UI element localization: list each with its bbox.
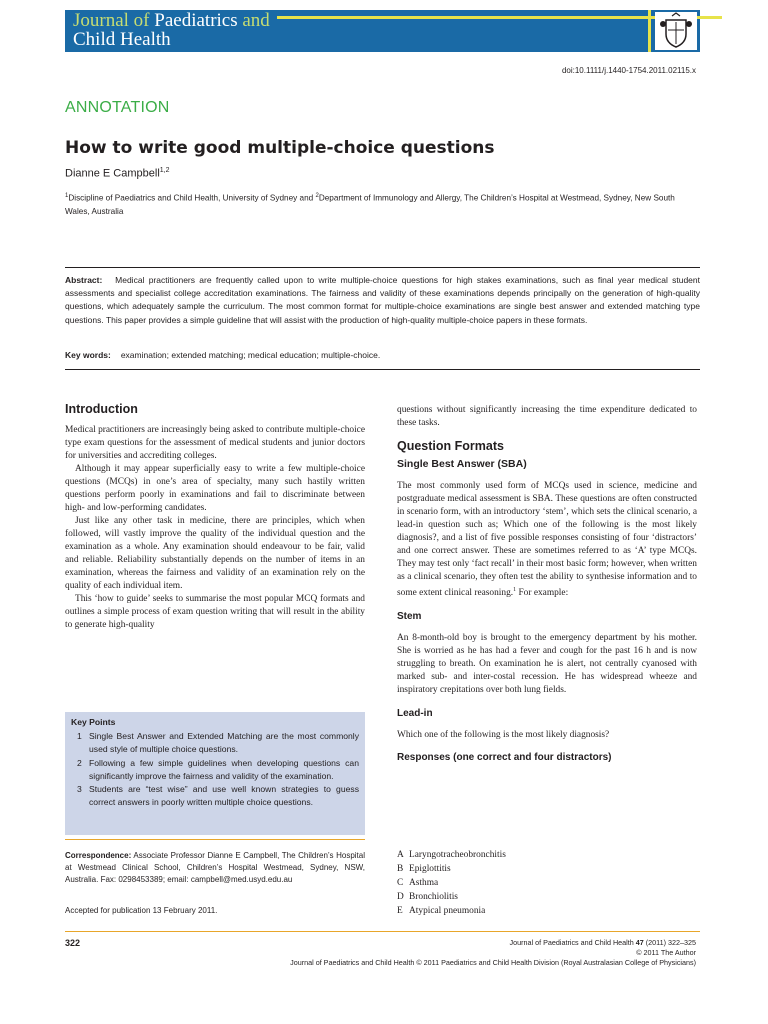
key-point: 3 Students are “test wise” and use well known strategies to guess correct answers in poorly written multiple choice questions. [77,784,359,808]
question-formats-heading: Question Formats [397,439,504,453]
left-column [65,403,365,632]
keywords: Key words: examination; extended matching; medical education; multiple-choice. [65,350,381,360]
abstract-top-rule [65,267,700,268]
footer-citation: Journal of Paediatrics and Child Health 47 (2011) 322–325 © 2011 The Author Journal of Paediatrics and Child Health © 2011 Paediatrics and Child Health Division (Royal Australasian College of Physicians) [290,938,696,967]
response-option: D Bronchiolitis [397,892,458,902]
responses-heading: Responses (one correct and four distractors) [397,752,612,764]
intro-paragraph: This ‘how to guide’ seeks to summarise the most popular MCQ formats and outlines a simple process of exam question writing that will result in the ability to generate high-quality [65,594,365,630]
article-title: How to write good multiple-choice questions [65,138,495,158]
right-column [397,404,697,764]
journal-banner [65,10,700,52]
abstract: Abstract: Medical practitioners are frequently called upon to write multiple-choice questions for high stakes examinations, such as final year medical student assessments and specialist college accreditation examinations. The fairness and validity of these examinations depends principally on the generation of high-quality questions, which adequately sample the curriculum. The most common format for multiple-choice examinations are single best answer and extended matching type questions. This paper provides a simple guideline that will assist with the production of high-quality multiple-choice papers in these formats. [65,275,700,325]
responses-list [397,848,506,918]
key-point: 1 Single Best Answer and Extended Matching are the most commonly used style of multiple choice questions. [77,731,359,755]
crest-logo-icon [655,12,697,50]
sba-heading: Single Best Answer (SBA) [397,458,527,470]
intro-paragraph: Medical practitioners are increasingly being asked to contribute multiple-choice type exam questions for the assessment of medical students and junior doctors for universities and accrediting colleges. [65,425,365,461]
continued-paragraph: questions without significantly increasing the time expenditure dedicated to these tasks. [397,405,697,428]
stem-heading: Stem [397,611,422,623]
stem-text: An 8-month-old boy is brought to the emergency department by his mother. She is worried as he has had a fever and cough for the past 16 h and is now struggling to breath. On examination he is alert, not centrally cyanosed with marked sub- and inter-costal recession. He has widespread wheeze and inspiratory crepitations over both lung fields. [397,633,697,696]
response-option: A Laryngotracheobronchitis [397,850,506,860]
response-option: B Epiglottitis [397,864,451,874]
abstract-bottom-rule [65,369,700,370]
correspondence-rule [65,839,365,840]
doi[interactable]: doi:10.1111/j.1440-1754.2011.02115.x [561,66,696,75]
response-option: C Asthma [397,878,439,888]
key-points-box [65,712,365,835]
footer-rule [65,931,700,932]
intro-paragraph: Just like any other task in medicine, there are principles, which when followed, will vastly improve the quality of the individual question and the examination as a whole. Any examination should endeavour to be fair, valid and reliable. Reliability substantially depends on the number of items in an examination, whereas the fairness and validity of an examination rely on the quality of each individual item. [65,516,365,591]
key-point: 2 Following a few simple guidelines when developing questions can significantly improve the fairness and validity of the examination. [77,757,359,781]
leadin-heading: Lead-in [397,708,433,720]
accepted-date: Accepted for publication 13 February 2011. [65,906,218,915]
leadin-text: Which one of the following is the most likely diagnosis? [397,730,610,741]
page-number: 322 [65,938,81,948]
affiliation: $^1$Discipline of Paediatrics and Child Health, University of Sydney and $^2$Department of Immunology and Allergy, The Children’s Hospital at Westmead, Sydney, New South Wales, Australia [65,193,675,216]
intro-heading: Introduction [65,402,138,416]
intro-paragraph: Although it may appear superficially easy to write a few multiple-choice questions (MCQs) in one’s area of specialty, many such hastily written questions perform poorly in examinations and fail to discriminate between high- and low-performing candidates. [65,464,365,513]
correspondence: Correspondence: Associate Professor Dianne E Campbell, The Children’s Hospital at Westmead Clinical School, Children’s Hospital Westmead, Sydney, NSW, Australia. Fax: 0298453389; email: campbell@med.usyd.edu.au [65,851,365,884]
key-points-title: Key Points [71,717,116,727]
response-option: E Atypical pneumonia [397,906,486,916]
author-name: Dianne E Campbell$^{1,2}$ [65,167,170,180]
banner-divider [648,10,651,52]
sba-paragraph: The most commonly used form of MCQs used in science, medicine and postgraduate medical assessment is SBA. These questions are often constructed in scenario form, with an introductory ‘stem’, which sets the clinical scenario, a lead-in question such as; Which one of the following is the most likely diagnosis?, and a list of five possible responses consisting of four ‘distractors’ and one correct answer. These are sometimes referred to as ‘A’ type MCQs. They may test only ‘fact recall’ in their most basic form; however, when written as a clinical scenario, they often test the ability to synthesise information and to some extent clinical reasoning.$^1$ For example: [397,481,697,599]
section-label: ANNOTATION [65,99,170,116]
journal-title: Journal of Paediatrics and Child Health [73,10,270,50]
